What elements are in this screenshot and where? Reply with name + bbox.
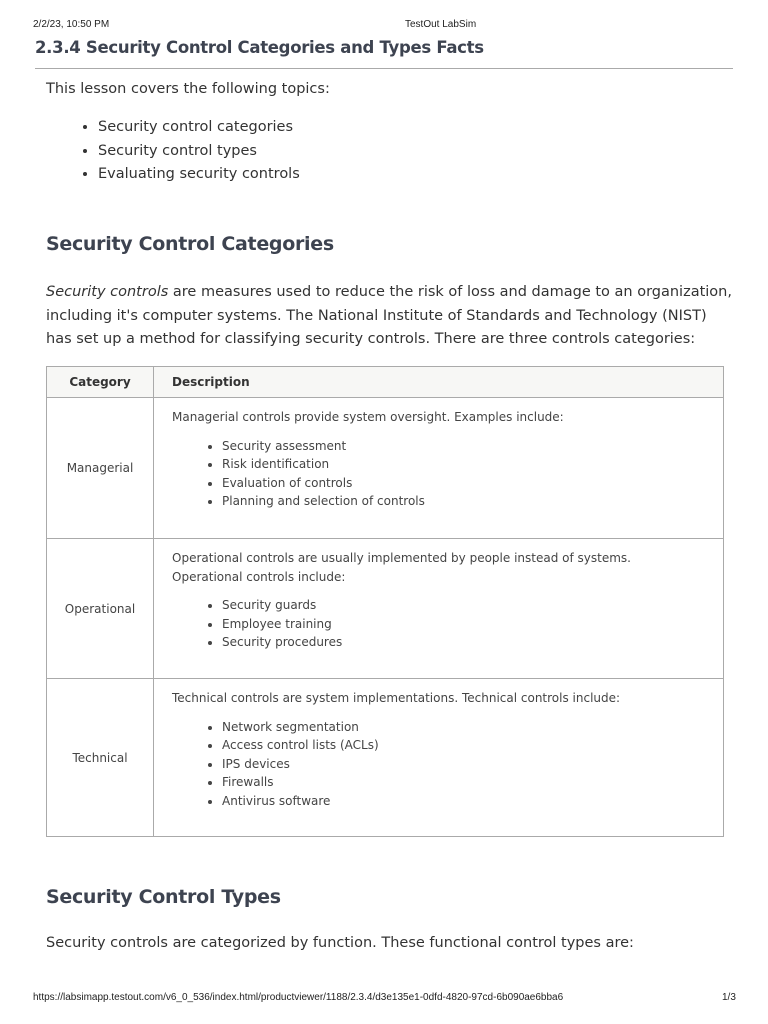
list-item: • Evaluation of controls — [222, 474, 705, 493]
page-title: 2.3.4 Security Control Categories and Types Facts — [35, 38, 484, 57]
category-cell: Managerial — [47, 398, 154, 539]
category-cell: Operational — [47, 539, 154, 679]
table-row — [47, 539, 724, 679]
list-item: • Security guards — [222, 596, 705, 615]
list-item: • Network segmentation — [222, 718, 705, 737]
topics-list — [80, 116, 300, 187]
description-text: Operational controls are usually implemented by people instead of systems. Operational controls include: — [172, 551, 631, 584]
description-text: Technical controls are system implementations. Technical controls include: — [172, 691, 621, 705]
categories-paragraph — [46, 281, 736, 352]
list-item: • Security control categories — [98, 116, 300, 140]
title-divider — [35, 68, 733, 69]
list-item: • Employee training — [222, 615, 705, 634]
print-site-title: TestOut LabSim — [405, 19, 477, 30]
page-number: 1/3 — [722, 992, 736, 1003]
table-row — [47, 679, 724, 837]
list-item: • Security control types — [98, 140, 300, 164]
intro-text: This lesson covers the following topics: — [46, 81, 330, 97]
paragraph-text: are measures used to reduce the risk of loss and damage to an organization, including it's computer systems. The National Institute of Standards and Technology (NIST) has set up a method for classifying security controls. There are three controls categories: — [46, 284, 732, 347]
categories-table — [46, 366, 724, 837]
section-heading-categories: Security Control Categories — [46, 233, 334, 255]
list-item: • Access control lists (ACLs) — [222, 736, 705, 755]
list-item: • Security assessment — [222, 437, 705, 456]
table-row — [47, 398, 724, 539]
description-text: Managerial controls provide system oversight. Examples include: — [172, 410, 564, 424]
column-header: Description — [154, 367, 724, 398]
section-heading-types: Security Control Types — [46, 886, 281, 908]
types-paragraph: Security controls are categorized by function. These functional control types are: — [46, 935, 634, 951]
category-cell: Technical — [47, 679, 154, 837]
column-header: Category — [47, 367, 154, 398]
table-header-row — [47, 367, 724, 398]
list-item: • Evaluating security controls — [98, 163, 300, 187]
list-item: • IPS devices — [222, 755, 705, 774]
list-item: • Firewalls — [222, 773, 705, 792]
list-item: • Risk identification — [222, 455, 705, 474]
print-datetime: 2/2/23, 10:50 PM — [33, 19, 110, 30]
list-item: • Security procedures — [222, 633, 705, 652]
list-item: • Planning and selection of controls — [222, 492, 705, 511]
list-item: • Antivirus software — [222, 792, 705, 811]
emphasis-term: Security controls — [46, 284, 169, 300]
page-url: https://labsimapp.testout.com/v6_0_536/index.html/productviewer/1188/2.3.4/d3e135e1-0dfd-4820-97cd-6b090ae6bba6 — [33, 992, 564, 1003]
